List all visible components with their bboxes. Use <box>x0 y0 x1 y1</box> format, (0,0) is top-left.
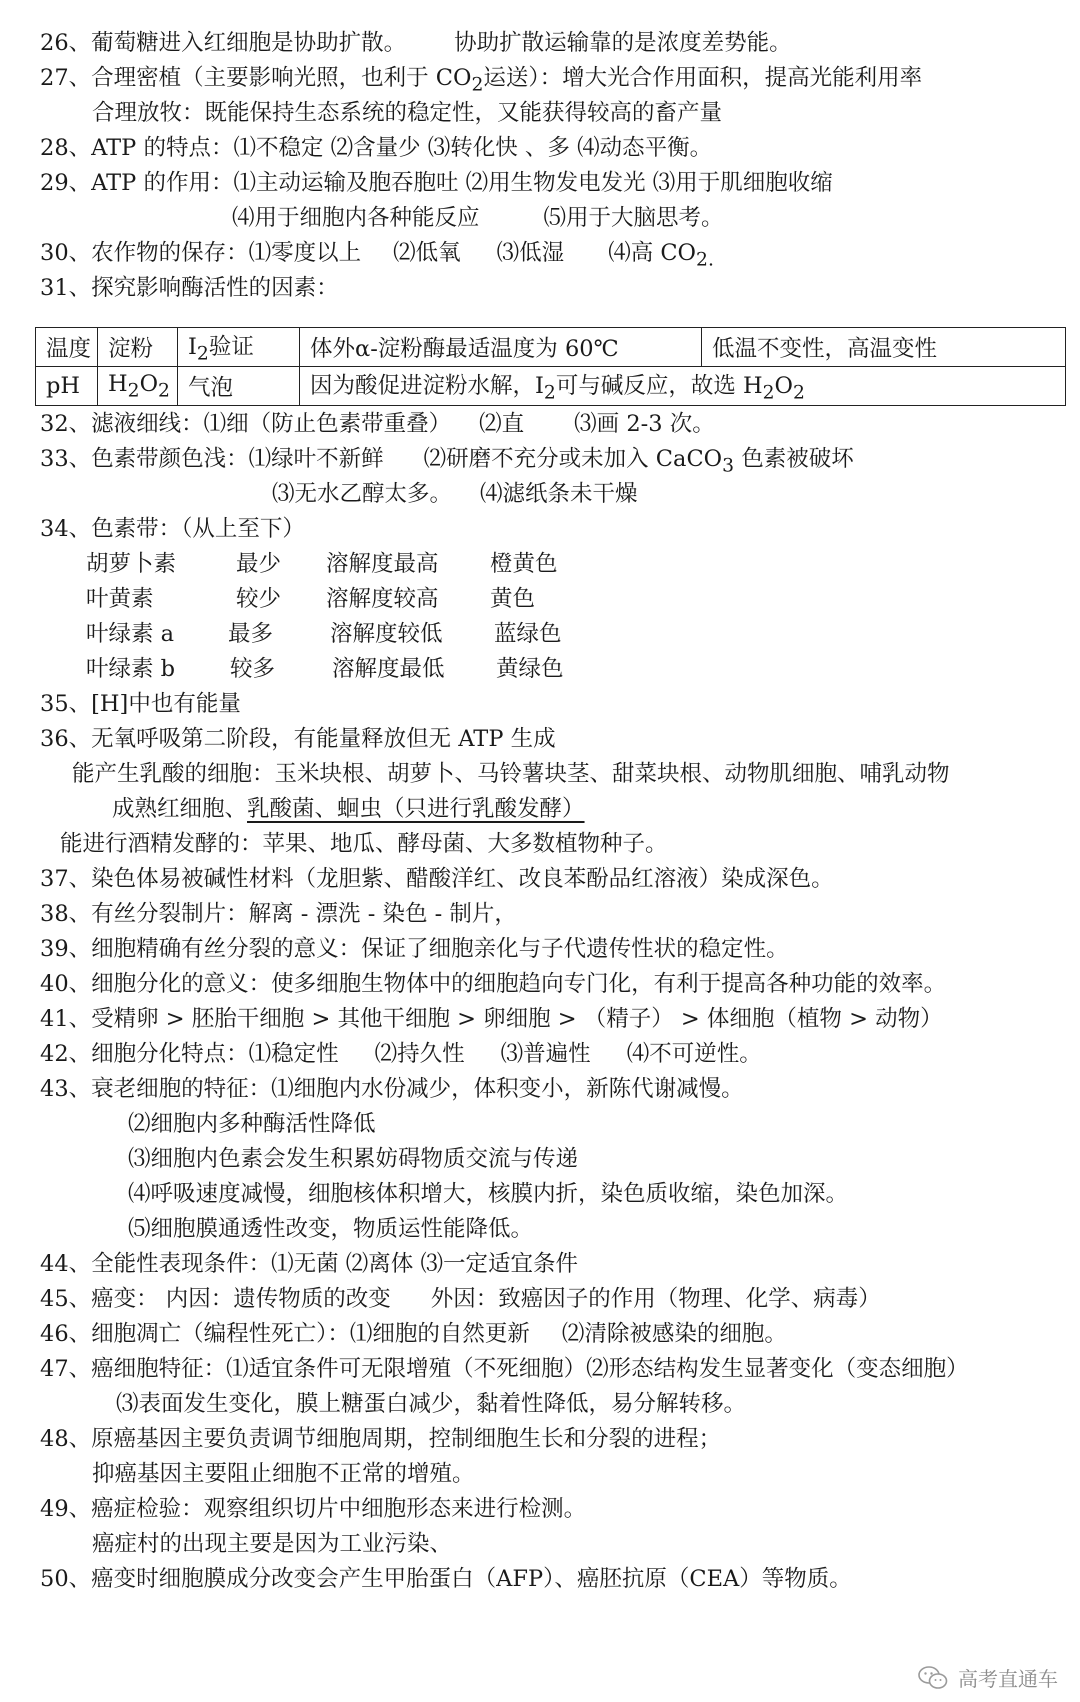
table-row <box>36 328 1066 367</box>
pigment-amount: 最少 <box>236 551 282 577</box>
item-37: 37、染色体易被碱性材料（龙胆紫、醋酸洋红、改良苯酚品红溶液）染成深色。 <box>40 866 834 892</box>
item-35: 35、[H]中也有能量 <box>40 691 241 717</box>
item-29-cont: ⑷用于细胞内各种能反应 ⑸用于大脑思考。 <box>232 205 724 231</box>
item-30: 30、农作物的保存：⑴零度以上 ⑵低氧 ⑶低湿 ⑷高 $CO_{2.}$ <box>40 240 714 271</box>
item-36-alcohol: 能进行酒精发酵的：苹果、地瓜、酵母菌、大多数植物种子。 <box>60 831 668 857</box>
item-45: 45、癌变： 内因：遗传物质的改变 外因：致癌因子的作用（物理、化学、病毒） <box>40 1286 881 1312</box>
item-36-lactic: 能产生乳酸的细胞：玉米块根、胡萝卜、马铃薯块茎、甜菜块根、动物肌细胞、哺乳动物 <box>72 761 950 787</box>
item-36: 36、无氧呼吸第二阶段，有能量释放但无 ATP 生成 <box>40 726 556 752</box>
item-31: 31、探究影响酶活性的因素： <box>40 275 339 301</box>
pigment-amount: 较多 <box>230 656 276 682</box>
item-34: 34、色素带：（从上至下） <box>40 516 305 542</box>
item-48-cont: 抑癌基因主要阻止细胞不正常的增殖。 <box>92 1461 475 1487</box>
item-48: 48、原癌基因主要负责调节细胞周期，控制细胞生长和分裂的进程； <box>40 1426 722 1452</box>
item-43-2: ⑵细胞内多种酶活性降低 <box>128 1111 376 1137</box>
table-cell: 气泡 <box>178 367 300 406</box>
table-row <box>36 367 1066 406</box>
pigment-solubility: 溶解度较高 <box>326 586 439 612</box>
item-49-cont: 癌症村的出现主要是因为工业污染、 <box>92 1531 453 1557</box>
item-50: 50、癌变时细胞膜成分改变会产生甲胎蛋白（AFP）、癌胚抗原（CEA）等物质。 <box>40 1566 852 1592</box>
table-cell: $I_2$验证 <box>178 328 300 367</box>
item-33: 33、色素带颜色浅：⑴绿叶不新鲜 ⑵研磨不充分或未加入 CaCO$_3$ 色素被破坏 <box>40 446 854 477</box>
item-43: 43、衰老细胞的特征：⑴细胞内水份减少，体积变小，新陈代谢减慢。 <box>40 1076 744 1102</box>
item-43-5: ⑸细胞膜通透性改变，物质运性能降低。 <box>128 1216 534 1242</box>
table-cell: 因为酸促进淀粉水解，$I_2$可与碱反应，故选 $H_2O_2$ <box>300 367 1066 406</box>
table-cell: pH <box>36 367 98 406</box>
pigment-color: 黄绿色 <box>496 656 564 682</box>
pigment-color: 黄色 <box>490 586 536 612</box>
item-40: 40、细胞分化的意义：使多细胞生物体中的细胞趋向专门化，有利于提高各种功能的效率。 <box>40 971 947 997</box>
item-43-4: ⑷呼吸速度减慢，细胞核体积增大，核膜内折，染色质收缩，染色加深。 <box>128 1181 849 1207</box>
pigment-name: 叶绿素 a <box>86 621 175 647</box>
item-39: 39、细胞精确有丝分裂的意义：保证了细胞亲化与子代遗传性状的稳定性。 <box>40 936 789 962</box>
table-cell: 低温不变性，高温变性 <box>702 328 1066 367</box>
watermark <box>918 1663 1058 1692</box>
item-32: 32、滤液细线：⑴细（防止色素带重叠） ⑵直 ⑶画 2-3 次。 <box>40 411 715 437</box>
pigment-solubility: 溶解度较低 <box>330 621 443 647</box>
item-36-lactic-cont: 成熟红细胞、乳酸菌、蛔虫（只进行乳酸发酵） <box>112 796 585 822</box>
item-33-cont: ⑶无水乙醇太多。 ⑷滤纸条未干燥 <box>272 481 638 507</box>
table-cell: 淀粉 <box>98 328 178 367</box>
pigment-amount: 最多 <box>228 621 274 647</box>
item-41: 41、受精卵 > 胚胎干细胞 > 其他干细胞 > 卵细胞 > （精子） > 体细胞（植物 > 动物） <box>40 1006 943 1032</box>
item-44: 44、全能性表现条件：⑴无菌 ⑵离体 ⑶一定适宜条件 <box>40 1251 578 1277</box>
pigment-solubility: 溶解度最低 <box>332 656 445 682</box>
wechat-icon <box>918 1665 948 1691</box>
pigment-color: 蓝绿色 <box>494 621 562 647</box>
table-cell: $H_2O_2$ <box>98 367 178 406</box>
item-42: 42、细胞分化特点：⑴稳定性 ⑵持久性 ⑶普遍性 ⑷不可逆性。 <box>40 1041 762 1067</box>
item-47-cont: ⑶表面发生变化，膜上糖蛋白减少，黏着性降低，易分解转移。 <box>116 1391 747 1417</box>
item-46: 46、细胞凋亡（编程性死亡）：⑴细胞的自然更新 ⑵清除被感染的细胞。 <box>40 1321 787 1347</box>
table-cell: 温度 <box>36 328 98 367</box>
watermark-text: 高考直通车 <box>958 1667 1058 1691</box>
item-28: 28、ATP 的特点：⑴不稳定 ⑵含量少 ⑶转化快 、多 ⑷动态平衡。 <box>40 135 713 161</box>
pigment-color: 橙黄色 <box>490 551 558 577</box>
pigment-name: 胡萝卜素 <box>86 551 177 577</box>
pigment-solubility: 溶解度最高 <box>326 551 439 577</box>
item-38: 38、有丝分裂制片：解离 - 漂洗 - 染色 - 制片， <box>40 901 517 927</box>
item-27: 27、合理密植（主要影响光照，也利于 $CO_2$运送）：增大光合作用面积，提高光能利用率 <box>40 65 923 96</box>
enzyme-factor-table <box>35 327 1066 406</box>
item-43-3: ⑶细胞内色素会发生积累妨碍物质交流与传递 <box>128 1146 579 1172</box>
item-27-cont: 合理放牧：既能保持生态系统的稳定性，又能获得较高的畜产量 <box>92 100 723 126</box>
pigment-name: 叶黄素 <box>86 586 154 612</box>
item-47: 47、癌细胞特征：⑴适宜条件可无限增殖（不死细胞）⑵形态结构发生显著变化（变态细胞） <box>40 1356 969 1382</box>
item-29: 29、ATP 的作用：⑴主动运输及胞吞胞吐 ⑵用生物发电发光 ⑶用于肌细胞收缩 <box>40 170 833 196</box>
pigment-name: 叶绿素 b <box>86 656 176 682</box>
pigment-amount: 较少 <box>236 586 282 612</box>
item-49: 49、癌症检验：观察组织切片中细胞形态来进行检测。 <box>40 1496 587 1522</box>
table-cell: 体外α-淀粉酶最适温度为 60℃ <box>300 328 702 367</box>
item-26: 26、葡萄糖进入红细胞是协助扩散。 协助扩散运输靠的是浓度差势能。 <box>40 30 792 56</box>
